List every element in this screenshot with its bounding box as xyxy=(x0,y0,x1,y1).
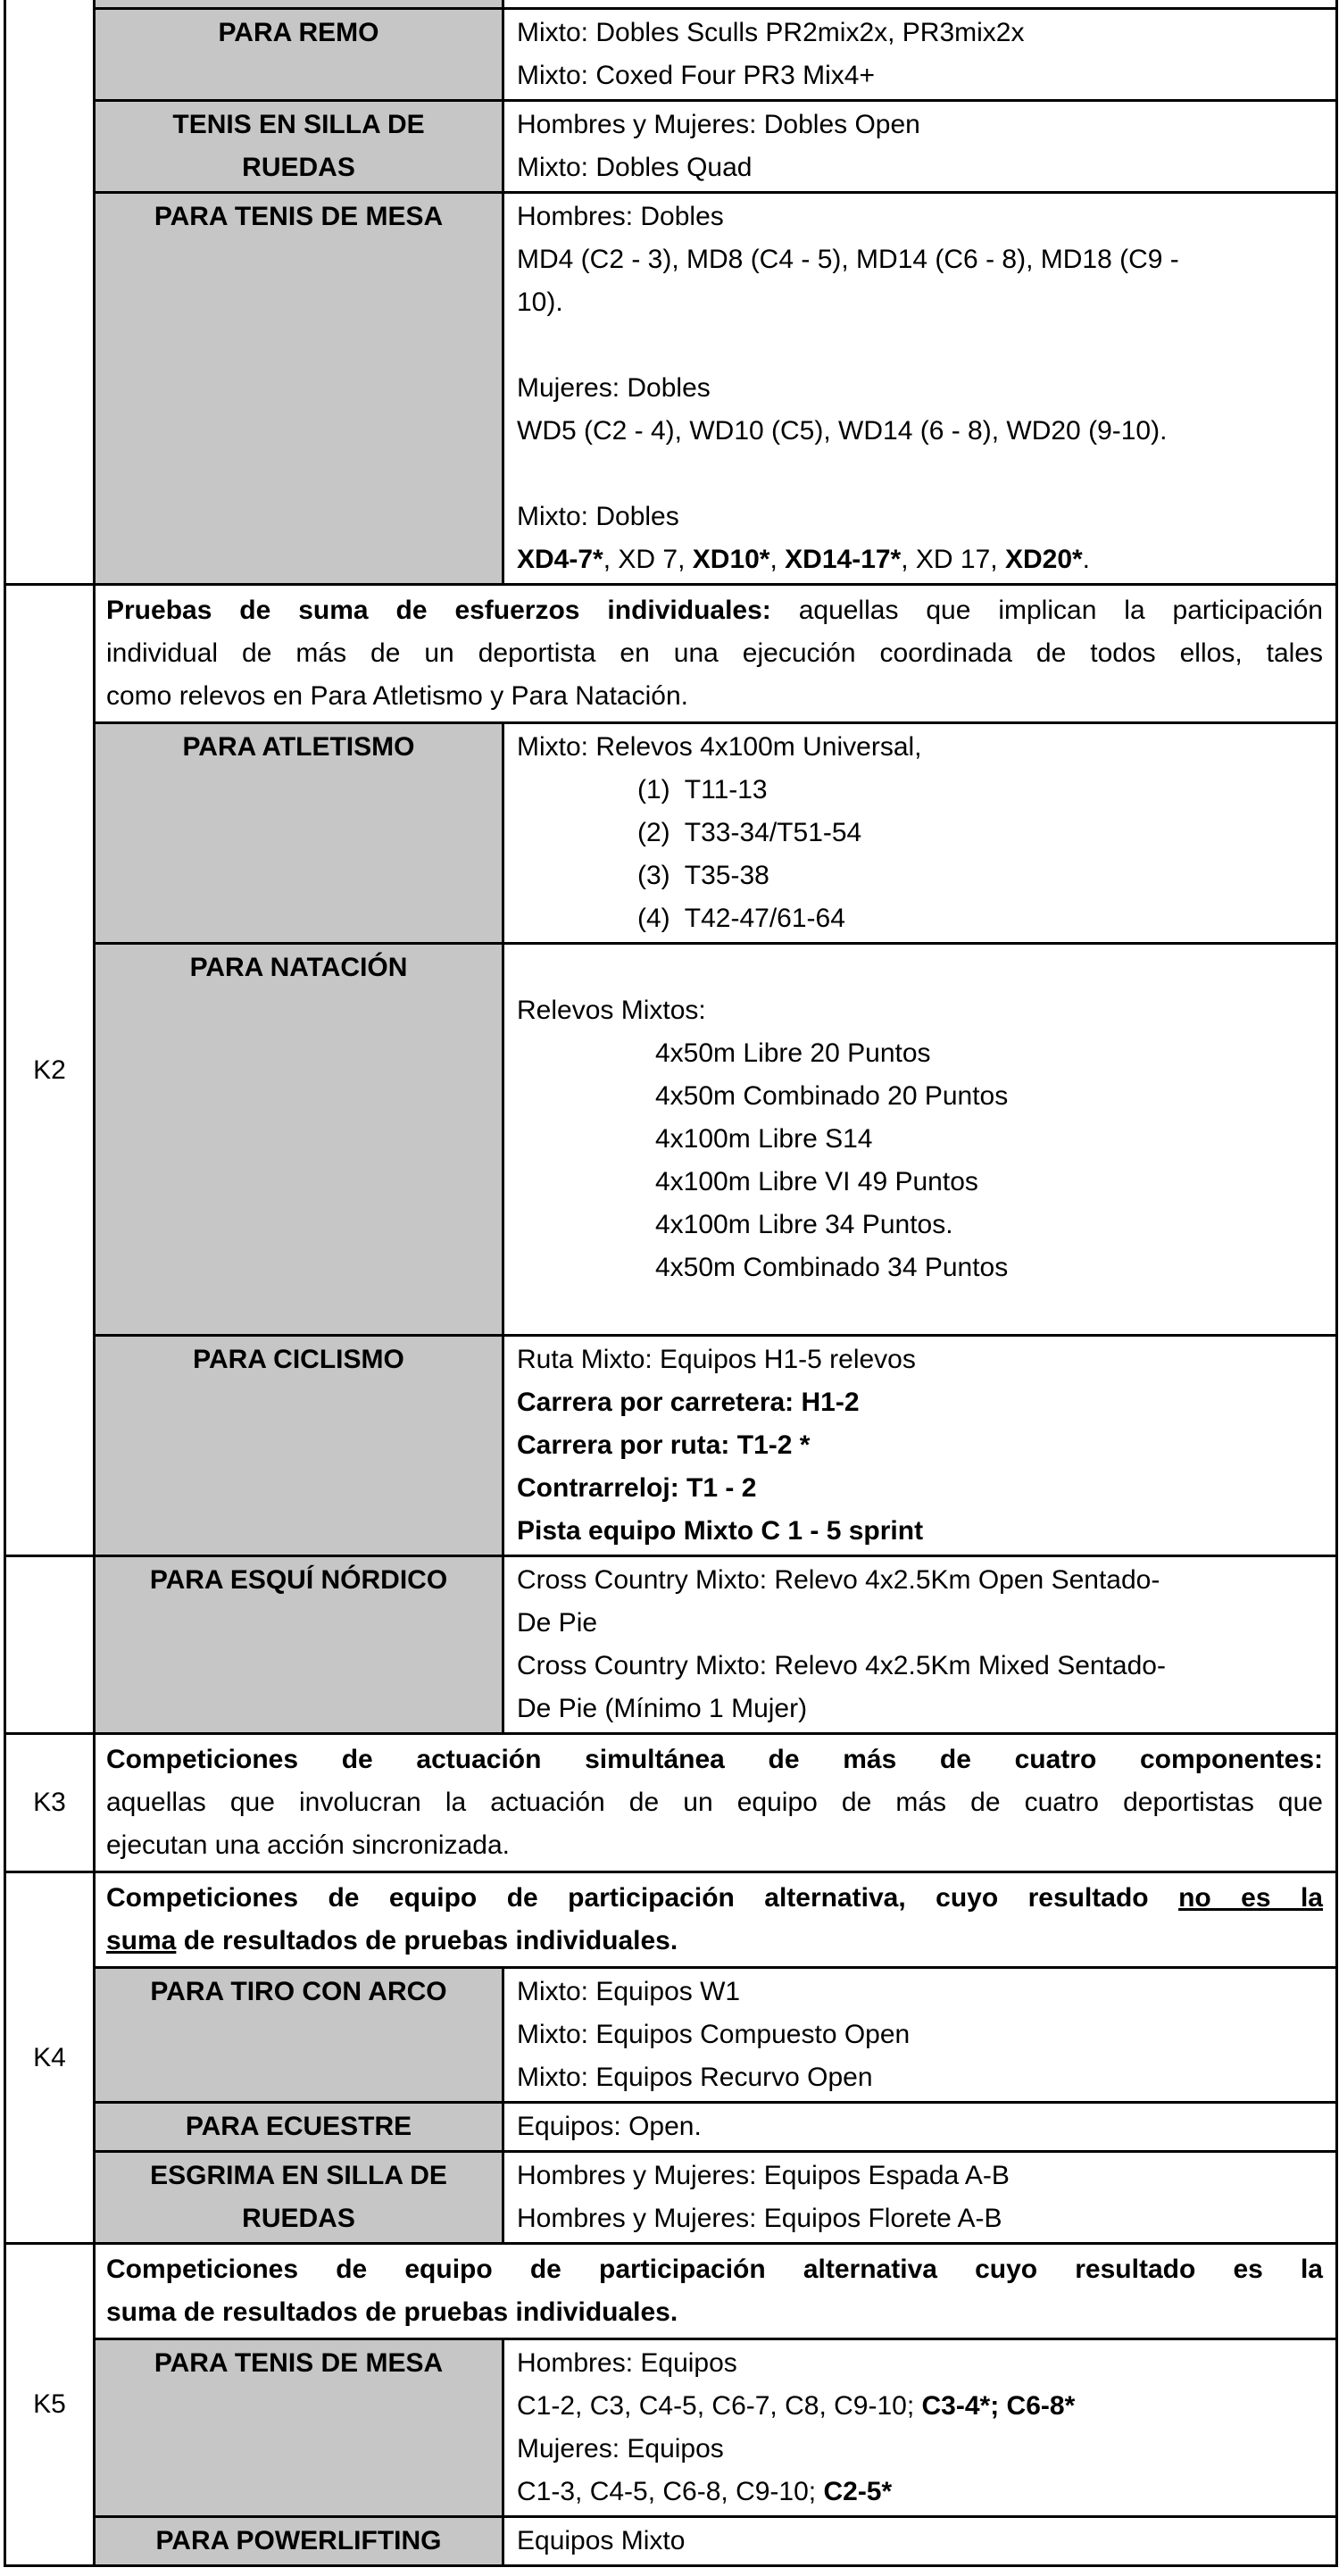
text-segment: 4x100m Libre 34 Puntos. xyxy=(655,1210,953,1239)
text-segment: no es la xyxy=(1178,1883,1323,1913)
sport-name: PARA TENIS DE MESA xyxy=(154,202,444,231)
text-line xyxy=(517,496,1327,538)
table-row xyxy=(5,1336,1337,1556)
table-row xyxy=(5,1872,1337,1968)
sport-name-cell xyxy=(95,944,503,1336)
k-level-cell-k2: K2 xyxy=(5,585,95,1556)
sport-name: RUEDAS xyxy=(242,153,355,182)
table-row xyxy=(5,1968,1337,2103)
text-line xyxy=(517,1118,1327,1161)
text-segment: Pruebas de suma de esfuerzos individuales: xyxy=(106,596,771,625)
table-row xyxy=(5,723,1337,944)
text-segment: C2-5* xyxy=(823,2477,893,2506)
text-segment: Mixto: Equipos W1 xyxy=(517,1977,741,2006)
text-segment: Cross Country Mixto: Relevo 4x2.5Km Mixed Sentado- xyxy=(517,1651,1166,1680)
text-segment: Mixto: Dobles Quad xyxy=(517,153,753,182)
text-segment: individual de más de un deportista en una ejecución coordinada de todos ellos, tales xyxy=(106,638,1323,668)
text-segment: (3) T35-38 xyxy=(637,861,769,890)
text-segment: 4x100m Libre VI 49 Puntos xyxy=(655,1167,978,1196)
sport-name-cell xyxy=(95,2517,503,2566)
events-cell xyxy=(503,723,1337,944)
text-segment: suma de resultados de pruebas individuales. xyxy=(106,2297,678,2327)
sport-name-cell xyxy=(95,101,503,193)
text-line xyxy=(517,2520,1327,2563)
text-segment: Mixto: Relevos 4x100m Universal, xyxy=(517,732,922,762)
text-line xyxy=(517,1510,1327,1553)
events-cell xyxy=(503,1968,1337,2103)
text-line xyxy=(517,1424,1327,1467)
text-line xyxy=(517,538,1327,581)
k-level-cell-k3: K3 xyxy=(5,1734,95,1872)
text-line xyxy=(517,1161,1327,1204)
text-line xyxy=(106,1920,1323,1963)
k-level-cell-k5: K5 xyxy=(5,2244,95,2566)
text-segment: como relevos en Para Atletismo y Para Natación. xyxy=(106,681,688,711)
text-line xyxy=(517,281,1327,324)
text-line xyxy=(517,2105,1327,2148)
text-line xyxy=(517,12,1327,54)
text-segment: De Pie xyxy=(517,1608,598,1638)
text-line xyxy=(106,675,1323,718)
events-cell xyxy=(503,1556,1337,1734)
text-line xyxy=(106,632,1323,675)
text-segment: Mixto: Equipos Compuesto Open xyxy=(517,2020,911,2049)
table-row xyxy=(5,0,1337,9)
k-level-cell-empty xyxy=(5,0,95,585)
events-cell xyxy=(503,9,1337,101)
text-line xyxy=(517,1246,1327,1289)
text-segment: Carrera por carretera: H1-2 xyxy=(517,1388,860,1417)
text-line xyxy=(517,1381,1327,1424)
category-description-cell xyxy=(95,2244,1337,2339)
k-level-cell-empty xyxy=(5,1556,95,1734)
text-line xyxy=(517,238,1327,281)
text-segment: Relevos Mixtos: xyxy=(517,996,706,1025)
sport-name: PARA TIRO CON ARCO xyxy=(150,1977,447,2006)
text-line xyxy=(517,1971,1327,2013)
events-cell-cut xyxy=(503,0,1337,9)
text-line xyxy=(106,2291,1323,2334)
sport-name: PARA ECUESTRE xyxy=(185,2112,412,2141)
text-segment: Equipos: Open. xyxy=(517,2112,702,2141)
text-segment: Pista equipo Mixto C 1 - 5 sprint xyxy=(517,1516,924,1546)
text-segment: de resultados de pruebas individuales. xyxy=(176,1926,678,1955)
text-line xyxy=(517,367,1327,410)
text-segment: . xyxy=(1082,545,1091,574)
text-line xyxy=(517,769,1327,812)
text-line xyxy=(106,589,1323,632)
events-cell xyxy=(503,2152,1337,2244)
text-line xyxy=(106,1877,1323,1920)
text-line xyxy=(517,989,1327,1032)
sport-name: RUEDAS xyxy=(242,2204,355,2233)
text-segment: Cross Country Mixto: Relevo 4x2.5Km Open Sentado- xyxy=(517,1565,1160,1595)
table-row xyxy=(5,2103,1337,2152)
text-segment: Mixto: Coxed Four PR3 Mix4+ xyxy=(517,61,875,90)
text-segment: 4x100m Libre S14 xyxy=(655,1124,873,1154)
blank-line xyxy=(517,324,1327,367)
text-segment: MD4 (C2 - 3), MD8 (C4 - 5), MD14 (C6 - 8), MD18 (C9 - xyxy=(517,245,1179,274)
text-segment: XD10* xyxy=(692,545,770,574)
text-line xyxy=(517,726,1327,769)
sport-name: PARA POWERLIFTING xyxy=(155,2526,442,2555)
sport-name: PARA REMO xyxy=(218,18,379,47)
sport-cell-cut xyxy=(95,0,503,9)
table-row xyxy=(5,944,1337,1336)
text-line xyxy=(517,1645,1327,1688)
sport-name: PARA CICLISMO xyxy=(193,1345,404,1374)
sport-name-cell xyxy=(95,1968,503,2103)
table-row xyxy=(5,2244,1337,2339)
text-segment: Hombres y Mujeres: Equipos Espada A-B xyxy=(517,2161,1010,2190)
text-line xyxy=(517,854,1327,897)
text-segment: WD5 (C2 - 4), WD10 (C5), WD14 (6 - 8), WD20 (9-10). xyxy=(517,416,1168,446)
text-line xyxy=(517,2428,1327,2471)
sport-name-cell xyxy=(95,193,503,585)
text-segment: XD14-17* xyxy=(785,545,902,574)
text-line xyxy=(517,897,1327,940)
table-row xyxy=(5,2152,1337,2244)
sport-name-cell xyxy=(95,1556,503,1734)
text-line xyxy=(517,1032,1327,1075)
text-segment: De Pie (Mínimo 1 Mujer) xyxy=(517,1694,808,1723)
k-level-cell-k4: K4 xyxy=(5,1872,95,2244)
table-row xyxy=(5,193,1337,585)
text-line xyxy=(517,2197,1327,2240)
text-line xyxy=(106,1824,1323,1867)
classification-table-body xyxy=(5,0,1337,2566)
text-segment: 4x50m Libre 20 Puntos xyxy=(655,1038,931,1068)
text-line xyxy=(517,410,1327,453)
sport-name-cell xyxy=(95,2103,503,2152)
text-segment: Hombres: Dobles xyxy=(517,202,724,231)
text-line xyxy=(517,2342,1327,2385)
text-segment: C1-3, C4-5, C6-8, C9-10; xyxy=(517,2477,824,2506)
events-cell xyxy=(503,2103,1337,2152)
text-line xyxy=(517,1338,1327,1381)
text-line xyxy=(517,1688,1327,1730)
sport-name-cell xyxy=(95,9,503,101)
text-segment: (1) T11-13 xyxy=(637,775,768,804)
text-line xyxy=(517,812,1327,854)
text-segment: aquellas que implican la participación xyxy=(770,596,1323,625)
text-line xyxy=(106,1738,1323,1781)
text-segment: Competiciones de equipo de participación alternativa, cuyo resultado xyxy=(106,1883,1179,1913)
text-line xyxy=(517,1602,1327,1645)
text-segment: Competiciones de actuación simultánea de más de cuatro componentes: xyxy=(106,1745,1323,1774)
text-line xyxy=(517,2471,1327,2513)
text-segment: Hombres y Mujeres: Dobles Open xyxy=(517,110,920,139)
text-segment: C1-2, C3, C4-5, C6-7, C8, C9-10; xyxy=(517,2391,922,2421)
text-segment: , xyxy=(769,545,786,574)
events-cell xyxy=(503,1336,1337,1556)
text-line xyxy=(517,2056,1327,2099)
text-segment: XD4-7* xyxy=(517,545,603,574)
text-line xyxy=(517,1559,1327,1602)
blank-line xyxy=(517,453,1327,496)
text-segment: Carrera por ruta: T1-2 * xyxy=(517,1430,811,1460)
text-line xyxy=(517,104,1327,146)
sport-name: TENIS EN SILLA DE xyxy=(172,110,425,139)
text-segment: Competiciones de equipo de participación alternativa cuyo resultado es la xyxy=(106,2255,1323,2284)
table-row xyxy=(5,585,1337,723)
text-segment: XD20* xyxy=(1004,545,1083,574)
text-segment: 4x50m Combinado 34 Puntos xyxy=(655,1253,1009,1282)
blank-line xyxy=(517,1289,1327,1332)
blank-line xyxy=(517,946,1327,989)
text-segment: (4) T42-47/61-64 xyxy=(637,904,845,933)
text-segment: Ruta Mixto: Equipos H1-5 relevos xyxy=(517,1345,916,1374)
sport-name: PARA ATLETISMO xyxy=(182,732,415,762)
category-description-cell xyxy=(95,1734,1337,1872)
sport-name-cell xyxy=(95,2152,503,2244)
sport-name: PARA ESQUÍ NÓRDICO xyxy=(149,1565,448,1595)
text-segment: 4x50m Combinado 20 Puntos xyxy=(655,1081,1009,1111)
sport-name: PARA NATACIÓN xyxy=(189,953,408,982)
text-line xyxy=(517,146,1327,189)
text-line xyxy=(517,196,1327,238)
text-segment: (2) T33-34/T51-54 xyxy=(637,818,862,847)
text-segment: Equipos Mixto xyxy=(517,2526,686,2555)
sport-name-cell xyxy=(95,2339,503,2517)
text-segment: C3-4*; C6-8* xyxy=(921,2391,1076,2421)
text-line xyxy=(517,1467,1327,1510)
events-cell xyxy=(503,193,1337,585)
sport-name-cell xyxy=(95,1336,503,1556)
sport-name-cell xyxy=(95,723,503,944)
text-line xyxy=(517,1075,1327,1118)
text-segment: Mujeres: Dobles xyxy=(517,373,711,403)
text-segment: ejecutan una acción sincronizada. xyxy=(106,1830,510,1860)
text-segment: Mixto: Equipos Recurvo Open xyxy=(517,2063,873,2092)
text-segment: aquellas que involucran la actuación de un equipo de más de cuatro deportistas que xyxy=(106,1788,1323,1817)
text-segment: suma xyxy=(106,1926,177,1955)
category-description-cell xyxy=(95,1872,1337,1968)
text-segment: Hombres: Equipos xyxy=(517,2348,737,2378)
text-line xyxy=(517,1204,1327,1246)
sport-name: PARA TENIS DE MESA xyxy=(154,2348,444,2378)
text-segment: Mixto: Dobles Sculls PR2mix2x, PR3mix2x xyxy=(517,18,1025,47)
text-line xyxy=(106,1781,1323,1824)
events-cell xyxy=(503,944,1337,1336)
text-line xyxy=(517,2155,1327,2197)
text-line xyxy=(106,2248,1323,2291)
sport-name: ESGRIMA EN SILLA DE xyxy=(150,2161,447,2190)
table-row xyxy=(5,9,1337,101)
table-row xyxy=(5,2517,1337,2566)
table-row xyxy=(5,1556,1337,1734)
text-line xyxy=(517,2385,1327,2428)
text-segment: Contrarreloj: T1 - 2 xyxy=(517,1473,757,1503)
text-segment: Mujeres: Equipos xyxy=(517,2434,724,2463)
table-row xyxy=(5,101,1337,193)
events-cell xyxy=(503,101,1337,193)
text-segment: , XD 17, xyxy=(901,545,1005,574)
text-line xyxy=(517,2013,1327,2056)
text-segment: Mixto: Dobles xyxy=(517,502,679,531)
text-segment: Hombres y Mujeres: Equipos Florete A-B xyxy=(517,2204,1002,2233)
text-segment: 10). xyxy=(517,288,563,317)
table-row xyxy=(5,2339,1337,2517)
text-line xyxy=(517,54,1327,97)
category-description-cell xyxy=(95,585,1337,723)
events-cell xyxy=(503,2339,1337,2517)
table-row xyxy=(5,1734,1337,1872)
events-cell xyxy=(503,2517,1337,2566)
classification-table xyxy=(4,0,1338,2567)
text-segment: , XD 7, xyxy=(603,545,693,574)
